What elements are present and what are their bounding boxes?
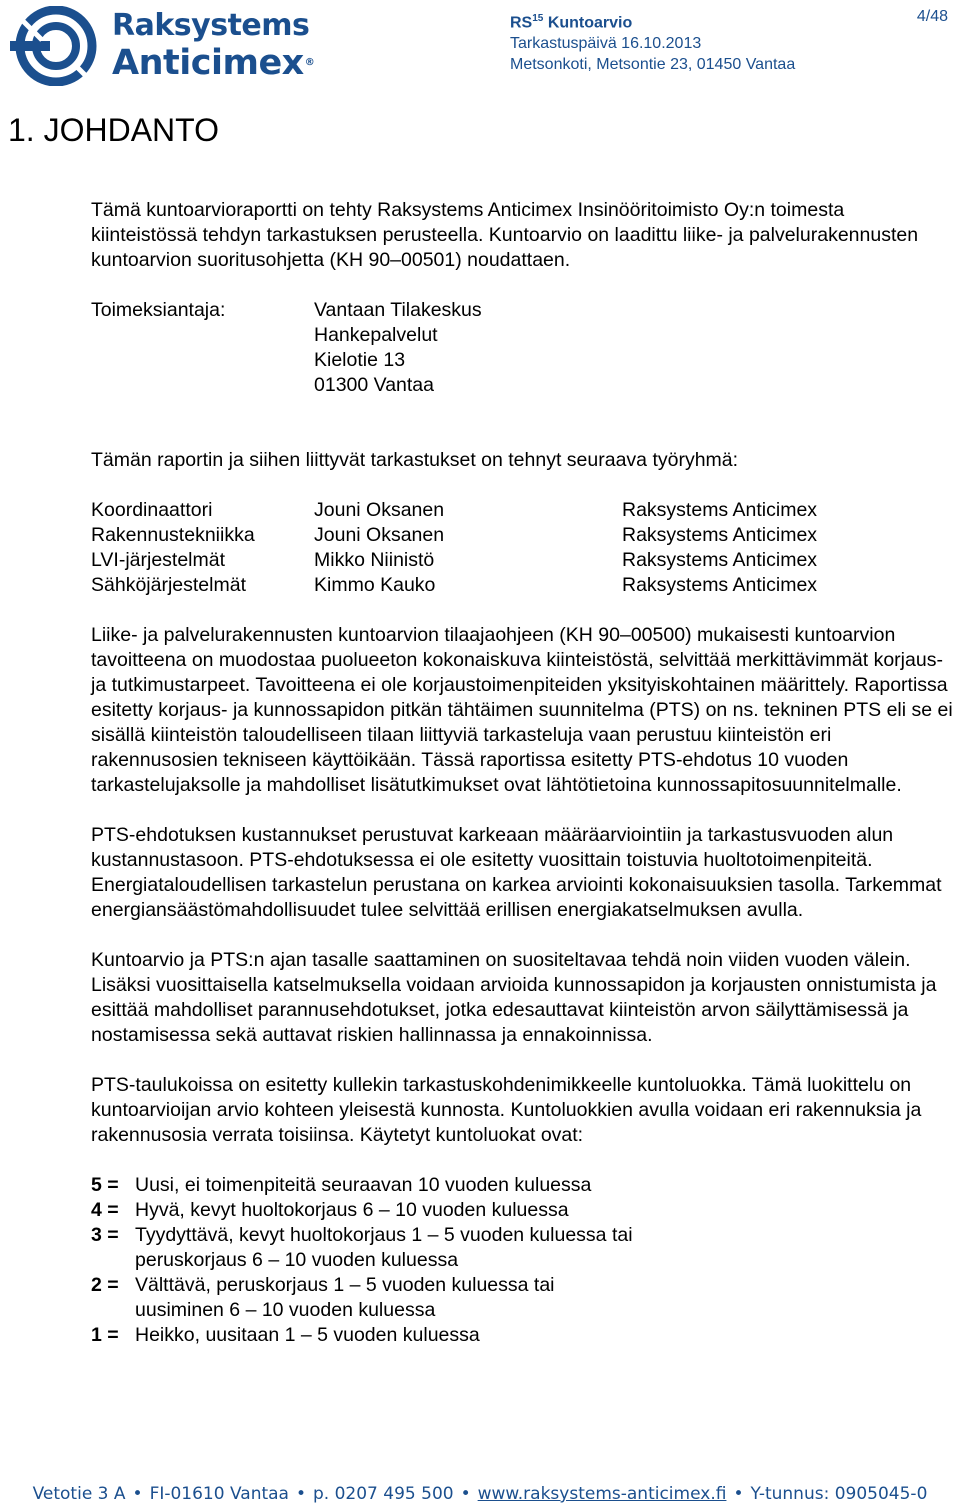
body-paragraph: PTS-ehdotuksen kustannukset perustuvat karkeaan määräarviointiin ja tarkastusvuoden alun kustannustasoon. PTS-ehdotuksessa ei ole esitetty vuosittain toistuvia huoltotoimenpiteitä. Energiataloudellisen tarkastelun perustana on karkea arviointi kokonaisuuksien tasolla. Tarkemmat energiansäästömahdollisuudet tulee selvittää erillisen energiakatselmuksen avulla. [91, 824, 942, 921]
inspection-date: Tarkastuspäivä 16.10.2013 [510, 35, 702, 53]
client-block [91, 298, 953, 398]
rs-sup: 15 [532, 13, 544, 24]
body-paragraph: Kuntoarvio ja PTS:n ajan tasalle saattaminen on suositeltavaa tehdä noin viiden vuoden välein. Lisäksi vuosittaisella katselmuksella voidaan arvioida kunnossapidon ja korjausten onnistumista ja esittää mahdolliset parannusehdotukset, jotka edesauttavat kiinteistön arvon säilyttämisessä ja nostamisessa sekä auttavat riskien hallinnassa ja ennakoinnissa. [91, 949, 937, 1046]
logo-wordmark-line1: Raksystems [112, 8, 310, 43]
team-row [91, 498, 953, 523]
condition-class-item [91, 1198, 953, 1223]
body-paragraph: Liike- ja palvelurakennusten kuntoarvion tilaajaohjeen (KH 90–00500) mukaisesti kuntoarvion tavoitteena on muodostaa puolueeton kokonaiskuva kiinteistöstä, selvittää merkittävimmät korjaus- ja tutkimustarpeet. Tavoitteena ei ole korjaustoimenpiteiden yksityiskohtainen määrittely. Raportissa esitetty korjaus- ja kunnossapidon pitkän tähtäimen suunnitelma (PTS) on ns. tekninen PTS eli se ei sisällä kiinteistön taloudelliseen tilaan liittyviä tarkasteluja vaan perustuu kiinteistön eri rakennusosien tekniseen käyttöikään. Tässä raportissa esitetty PTS-ehdotus 10 vuoden tarkastelujaksolle ja mahdolliset lisätutkimukset ovat lähtötietoina kunnossapitosuunnitelmalle. [91, 624, 953, 796]
logo-wordmark-line2: Anticimex [112, 43, 304, 83]
condition-class-item [91, 1173, 953, 1198]
client-line: 01300 Vantaa [314, 374, 434, 396]
footer-phone: p. 0207 495 500 [313, 1484, 454, 1504]
bullet-separator: • [733, 1484, 744, 1504]
condition-class-number: 4 = [91, 1199, 119, 1221]
condition-class-number: 1 = [91, 1324, 119, 1346]
section-heading: 1. JOHDANTO [8, 112, 219, 148]
bullet-separator: • [132, 1484, 143, 1504]
team-role: Sähköjärjestelmät [91, 574, 246, 596]
team-row [91, 523, 953, 548]
doc-title: Kuntoarvio [547, 14, 633, 32]
condition-class-item [91, 1273, 953, 1323]
condition-class-description: Hyvä, kevyt huoltokorjaus 6 – 10 vuoden kuluessa [135, 1199, 569, 1221]
document-body [91, 198, 953, 1348]
condition-class-item [91, 1323, 953, 1348]
page-number: 4/48 [916, 8, 948, 25]
team-table [91, 498, 953, 598]
condition-class-description: Uusi, ei toimenpiteitä seuraavan 10 vuoden kuluessa [135, 1174, 592, 1196]
page-footer [0, 1484, 960, 1504]
team-company: Raksystems Anticimex [622, 574, 818, 596]
team-company: Raksystems Anticimex [622, 499, 818, 521]
footer-website-link[interactable]: www.raksystems-anticimex.fi [477, 1484, 727, 1504]
team-member: Jouni Oksanen [314, 524, 445, 546]
bullet-separator: • [295, 1484, 307, 1504]
rs-prefix: RS [510, 14, 533, 32]
condition-class-number: 5 = [91, 1174, 119, 1196]
document-header [510, 8, 795, 75]
team-member: Kimmo Kauko [314, 574, 436, 596]
bullet-separator: • [460, 1484, 471, 1504]
client-line: Vantaan Tilakeskus [314, 299, 482, 321]
team-intro: Tämän raportin ja siihen liittyvät tarkastukset on tehnyt seuraava työryhmä: [91, 449, 739, 471]
client-label: Toimeksiantaja: [91, 299, 226, 321]
team-company: Raksystems Anticimex [622, 549, 818, 571]
condition-class-number: 3 = [91, 1224, 119, 1246]
condition-class-description: Tyydyttävä, kevyt huoltokorjaus 1 – 5 vuoden kuluessa tai peruskorjaus 6 – 10 vuoden kuluessa [135, 1224, 633, 1271]
client-address [314, 298, 482, 398]
client-line: Hankepalvelut [314, 324, 438, 346]
doc-title-line [510, 8, 795, 33]
condition-class-item [91, 1223, 953, 1273]
footer-postal: FI-01610 Vantaa [149, 1484, 289, 1504]
footer-address: Vetotie 3 A [32, 1484, 126, 1504]
client-line: Kielotie 13 [314, 349, 406, 371]
condition-class-description: Välttävä, peruskorjaus 1 – 5 vuoden kuluessa tai uusiminen 6 – 10 vuoden kuluessa [135, 1274, 555, 1321]
team-row [91, 548, 953, 573]
team-member: Jouni Oksanen [314, 499, 445, 521]
logo-emblem-icon [8, 6, 104, 86]
property-address: Metsonkoti, Metsontie 23, 01450 Vantaa [510, 56, 796, 74]
body-paragraph: PTS-taulukoissa on esitetty kullekin tarkastuskohdenimikkeelle kuntoluokka. Tämä luokittelu on kuntoarvioijan arvio kohteen yleisestä kunnosta. Kuntoluokkien avulla voidaan eri rakennuksia ja rakennusosia verrata toisiinsa. Käytetyt kuntoluokat ovat: [91, 1074, 922, 1146]
condition-class-number: 2 = [91, 1274, 119, 1296]
condition-class-list [91, 1173, 953, 1348]
team-company: Raksystems Anticimex [622, 524, 818, 546]
team-role: Koordinaattori [91, 499, 213, 521]
team-row [91, 573, 953, 598]
team-member: Mikko Niinistö [314, 549, 435, 571]
footer-business-id: Y-tunnus: 0905045-0 [750, 1484, 928, 1504]
team-role: LVI-järjestelmät [91, 549, 226, 571]
company-logo [8, 6, 315, 86]
condition-class-description: Heikko, uusitaan 1 – 5 vuoden kuluessa [135, 1324, 480, 1346]
registered-mark: ® [304, 57, 315, 68]
intro-paragraph: Tämä kuntoarvioraportti on tehty Raksystems Anticimex Insinööritoimisto Oy:n toimesta kiinteistössä tehdyn tarkastuksen perusteella. Kuntoarvio on laadittu liike- ja palvelurakennusten kuntoarvion suoritusohjetta (KH 90–00501) noudattaen. [91, 199, 919, 271]
team-role: Rakennustekniikka [91, 524, 255, 546]
